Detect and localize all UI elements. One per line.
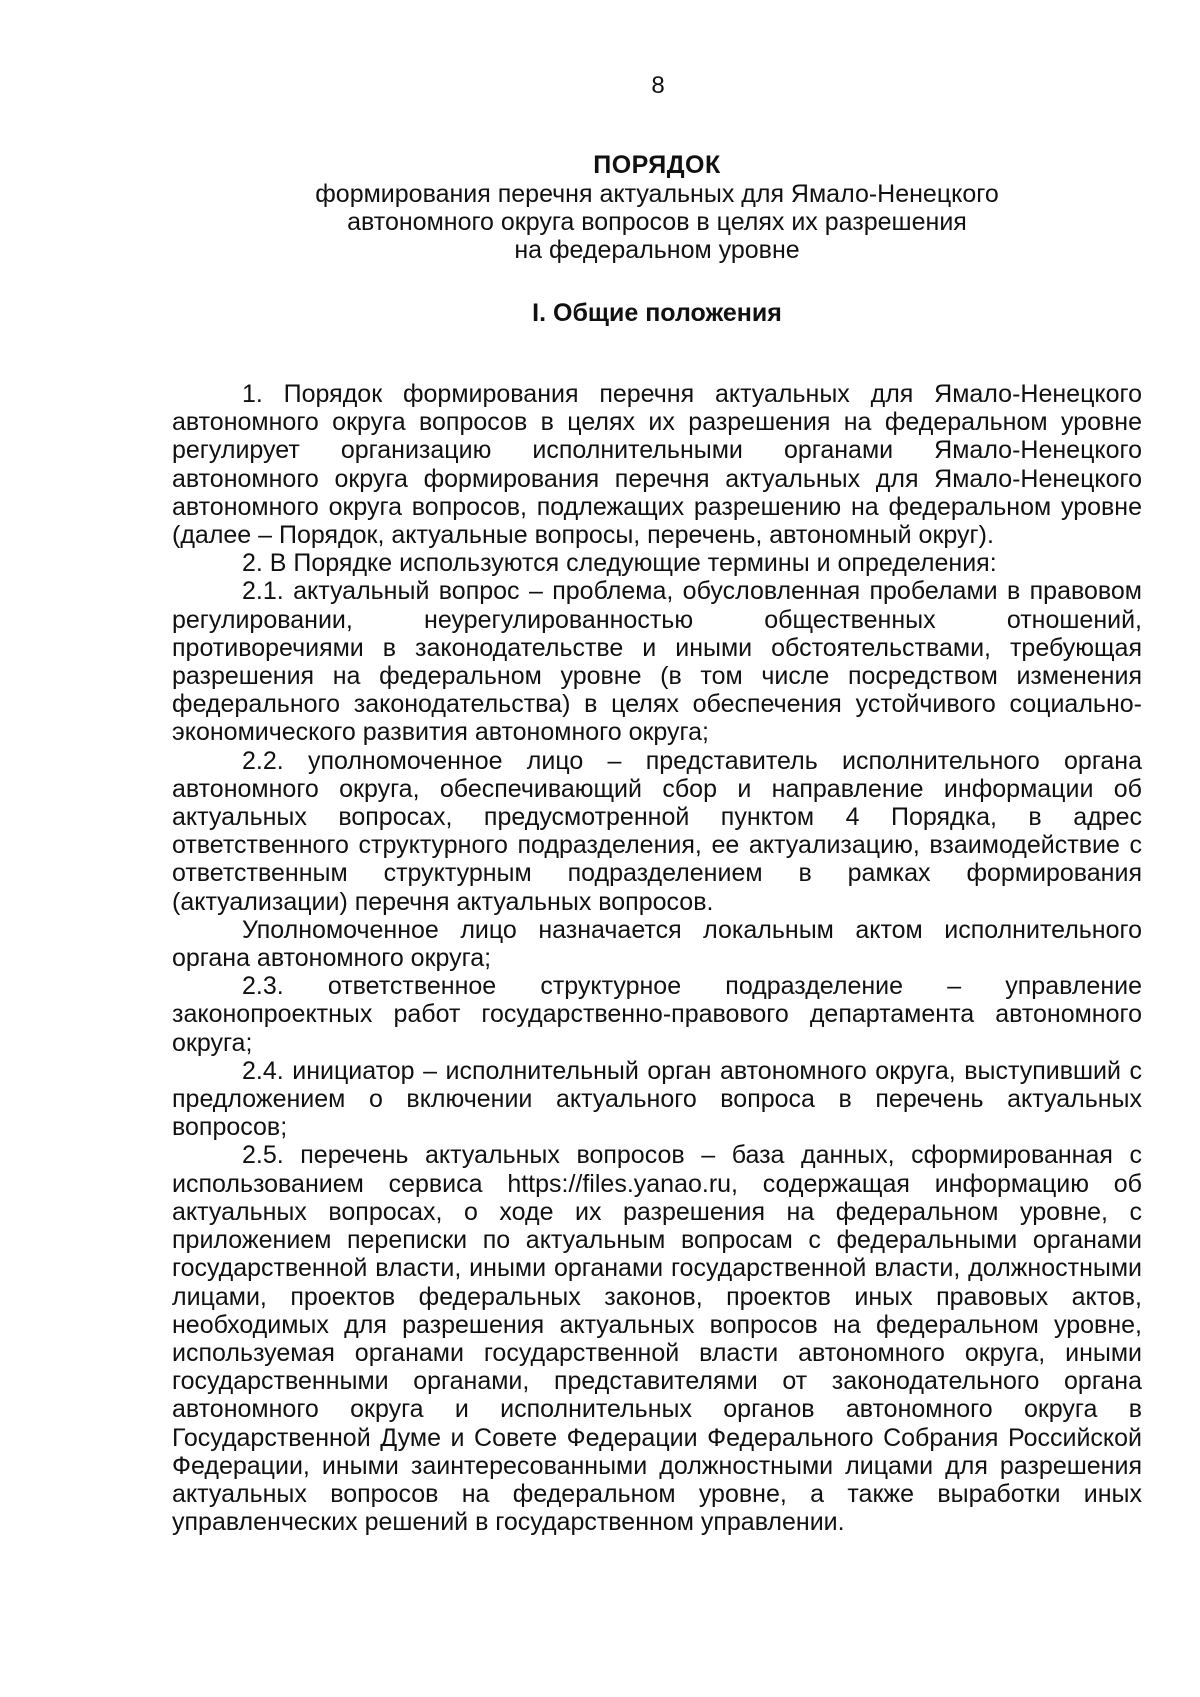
paragraph-2-3: 2.3. ответственное структурное подразделение – управление законопроектных работ государственно-правового департамента автономного округа; (172, 972, 1142, 1057)
paragraph-2-1: 2.1. актуальный вопрос – проблема, обусловленная пробелами в правовом регулировании, неурегулированностью общественных отношений, противоречиями в законодательстве и иными обстоятельствами, требующая разрешения на федеральном уровне (в том числе посредством изменения федерального законодательства) в целях обеспечения устойчивого социально-экономического развития автономного округа; (172, 577, 1142, 747)
paragraph-2-5: 2.5. перечень актуальных вопросов – база данных, сформированная с использованием сервиса https://files.yanao.ru, содержащая информацию об актуальных вопросах, о ходе их разрешения на федеральном уровне, с приложением переписки по актуальным вопросам с федеральными органами государственной власти, иными органами государственной власти, должностными лицами, проектов федеральных законов, проектов иных правовых актов, необходимых для разрешения актуальных вопросов на федеральном уровне, используемая органами государственной власти автономного округа, иными государственными органами, представителями от законодательного органа автономного округа и исполнительных органов автономного округа в Государственной Думе и Совете Федерации Федерального Собрания Российской Федерации, иными заинтересованными должностными лицами для разрешения актуальных вопросов на федеральном уровне, а также выработки иных управленческих решений в государственном управлении. (172, 1141, 1142, 1537)
paragraph-2-4: 2.4. инициатор – исполнительный орган автономного округа, выступивший с предложением о включении актуального вопроса в перечень актуальных вопросов; (172, 1056, 1142, 1142)
section-heading: I. Общие положения (532, 299, 782, 327)
subtitle-line: автономного округа вопросов в целях их разрешения (347, 208, 967, 236)
document-subtitle (172, 180, 1142, 264)
page-number: 8 (651, 72, 665, 99)
document-title: ПОРЯДОК (593, 151, 721, 179)
title-block (172, 150, 1142, 264)
body-text (172, 380, 1142, 1536)
paragraph-1: 1. Порядок формирования перечня актуальных для Ямало-Ненецкого автономного округа вопросов в целях их разрешения на федеральном уровне регулирует организацию исполнительными органами Ямало-Ненецкого автономного округа формирования перечня актуальных для Ямало-Ненецкого автономного округа вопросов, подлежащих разрешению на федеральном уровне (далее – Порядок, актуальные вопросы, перечень, автономный округ). (172, 380, 1142, 550)
paragraph-2-2: 2.2. уполномоченное лицо – представитель исполнительного органа автономного округа, обеспечивающий сбор и направление информации об актуальных вопросах, предусмотренной пунктом 4 Порядка, в адрес ответственного структурного подразделения, ее актуализацию, взаимодействие с ответственным структурным подразделением в рамках формирования (актуализации) перечня актуальных вопросов. (172, 746, 1142, 916)
paragraph-2-2-note: Уполномоченное лицо назначается локальным актом исполнительного органа автономного округа; (172, 915, 1142, 973)
subtitle-line: формирования перечня актуальных для Ямало-Ненецкого (315, 180, 999, 208)
subtitle-line: на федеральном уровне (514, 236, 800, 264)
paragraph-2: 2. В Порядке используются следующие термины и определения: (242, 549, 997, 578)
